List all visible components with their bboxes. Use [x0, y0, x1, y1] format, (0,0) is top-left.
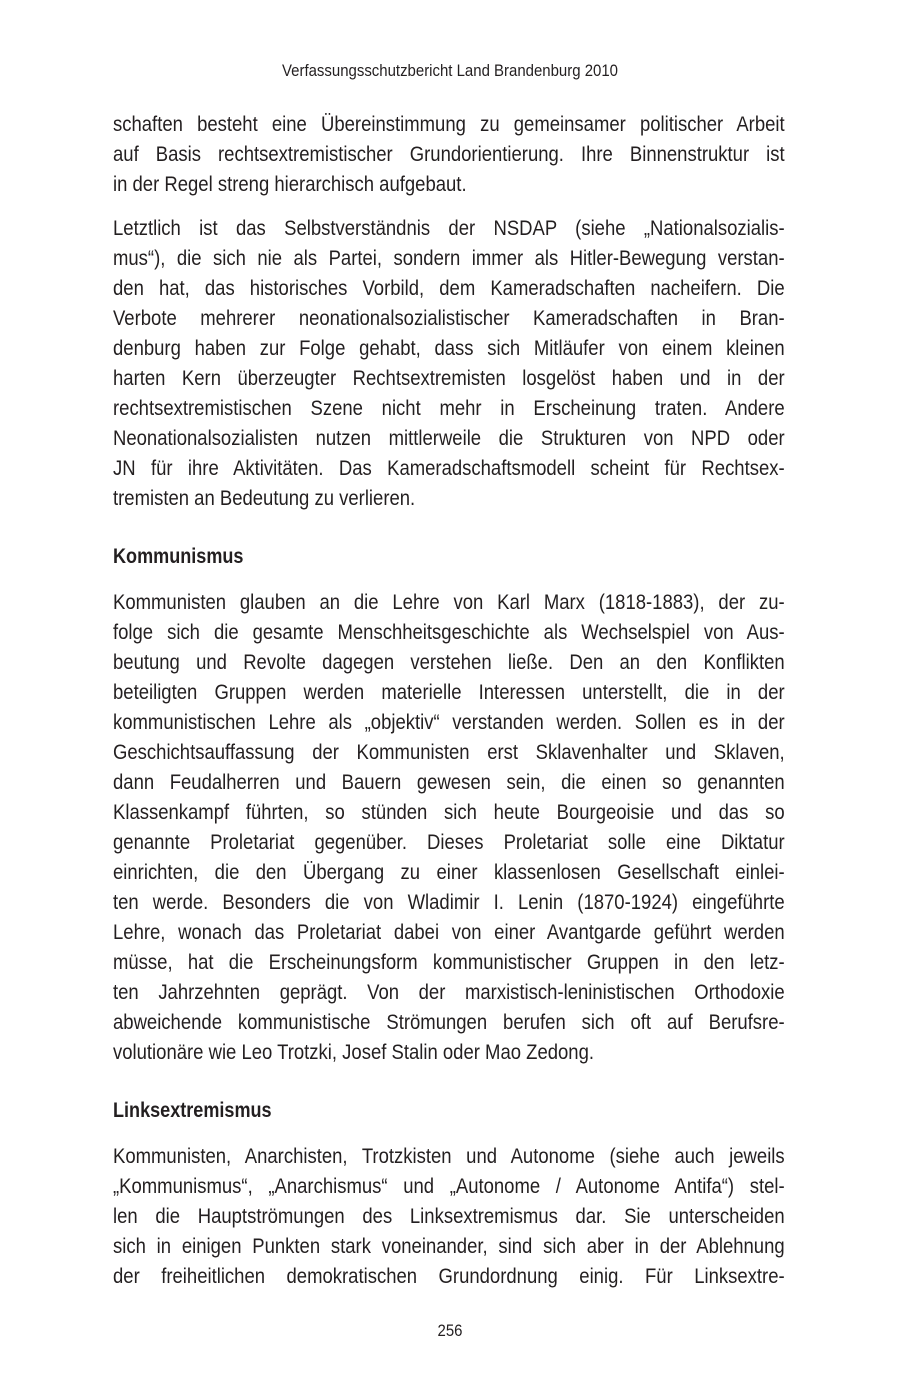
text-line: rechtsextremistischen Szene nicht mehr in Erscheinung traten. Andere [113, 396, 785, 420]
text-line: Verbote mehrerer neonationalsozialistischer Kameradschaften in Bran- [113, 306, 785, 330]
text-line: Klassenkampf führten, so stünden sich heute Bourgeoisie und das so [113, 800, 785, 824]
text-line: kommunistischen Lehre als „objektiv“ verstanden werden. Sollen es in der [113, 710, 785, 734]
text-line: den hat, das historisches Vorbild, dem Kameradschaften nacheifern. Die [113, 276, 785, 300]
text-line: in der Regel streng hierarchisch aufgebaut. [113, 172, 467, 196]
paragraph [113, 109, 785, 199]
text-line: Neonationalsozialisten nutzen mittlerweile die Strukturen von NPD oder [113, 426, 785, 450]
text-line: dann Feudalherren und Bauern gewesen sein, die einen so genannten [113, 770, 785, 794]
text-line: JN für ihre Aktivitäten. Das Kameradschaftsmodell scheint für Rechtsex- [113, 456, 785, 480]
text-line: der freiheitlichen demokratischen Grundordnung einig. Für Linksextre- [113, 1264, 785, 1288]
text-line: abweichende kommunistische Strömungen berufen sich oft auf Berufsre- [113, 1010, 785, 1034]
text-line: beteiligten Gruppen werden materielle Interessen unterstellt, die in der [113, 680, 785, 704]
text-line: Letztlich ist das Selbstverständnis der NSDAP (siehe „Nationalsozialis- [113, 216, 785, 240]
paragraph [113, 1141, 785, 1291]
text-line: tremisten an Bedeutung zu verlieren. [113, 486, 416, 510]
text-line: volutionäre wie Leo Trotzki, Josef Stalin oder Mao Zedong. [113, 1040, 595, 1064]
text-line: genannte Proletariat gegenüber. Dieses Proletariat solle eine Diktatur [113, 830, 785, 854]
text-line: Lehre, wonach das Proletariat dabei von einer Avantgarde geführt werden [113, 920, 785, 944]
text-line: schaften besteht eine Übereinstimmung zu gemeinsamer politischer Arbeit [113, 112, 785, 136]
text-line: denburg haben zur Folge gehabt, dass sich Mitläufer von einem kleinen [113, 336, 785, 360]
text-line: auf Basis rechtsextremistischer Grundorientierung. Ihre Binnenstruktur ist [113, 142, 785, 166]
running-header: Verfassungsschutzbericht Land Brandenburg 2010 [281, 61, 618, 80]
text-line: „Kommunismus“, „Anarchismus“ und „Autonome / Autonome Antifa“) stel- [113, 1174, 785, 1198]
text-line: len die Hauptströmungen des Linksextremismus dar. Sie unterscheiden [113, 1204, 785, 1228]
section-heading: Linksextremismus [113, 1099, 272, 1122]
text-line: Geschichtsauffassung der Kommunisten erst Sklavenhalter und Sklaven, [113, 740, 785, 764]
text-line: müsse, hat die Erscheinungsform kommunistischer Gruppen in den letz- [113, 950, 785, 974]
text-line: beutung und Revolte dagegen verstehen ließe. Den an den Konflikten [113, 650, 785, 674]
paragraph [113, 213, 785, 513]
page-number: 256 [437, 1321, 463, 1340]
body-text [113, 109, 785, 1305]
text-line: folge sich die gesamte Menschheitsgeschichte als Wechselspiel von Aus- [113, 620, 785, 644]
text-line: ten werde. Besonders die von Wladimir I. Lenin (1870-1924) eingeführte [113, 890, 785, 914]
text-line: sich in einigen Punkten stark voneinander, sind sich aber in der Ablehnung [113, 1234, 785, 1258]
text-line: ten Jahrzehnten geprägt. Von der marxistisch-leninistischen Orthodoxie [113, 980, 785, 1004]
text-line: Kommunisten glauben an die Lehre von Karl Marx (1818-1883), der zu- [113, 590, 785, 614]
text-line: harten Kern überzeugter Rechtsextremisten losgelöst haben und in der [113, 366, 785, 390]
text-line: mus“), die sich nie als Partei, sondern immer als Hitler-Bewegung verstan- [113, 246, 785, 270]
text-line: einrichten, die den Übergang zu einer klassenlosen Gesellschaft einlei- [113, 860, 785, 884]
section-heading: Kommunismus [113, 545, 244, 568]
paragraph [113, 587, 785, 1067]
text-line: Kommunisten, Anarchisten, Trotzkisten und Autonome (siehe auch jeweils [113, 1144, 785, 1168]
